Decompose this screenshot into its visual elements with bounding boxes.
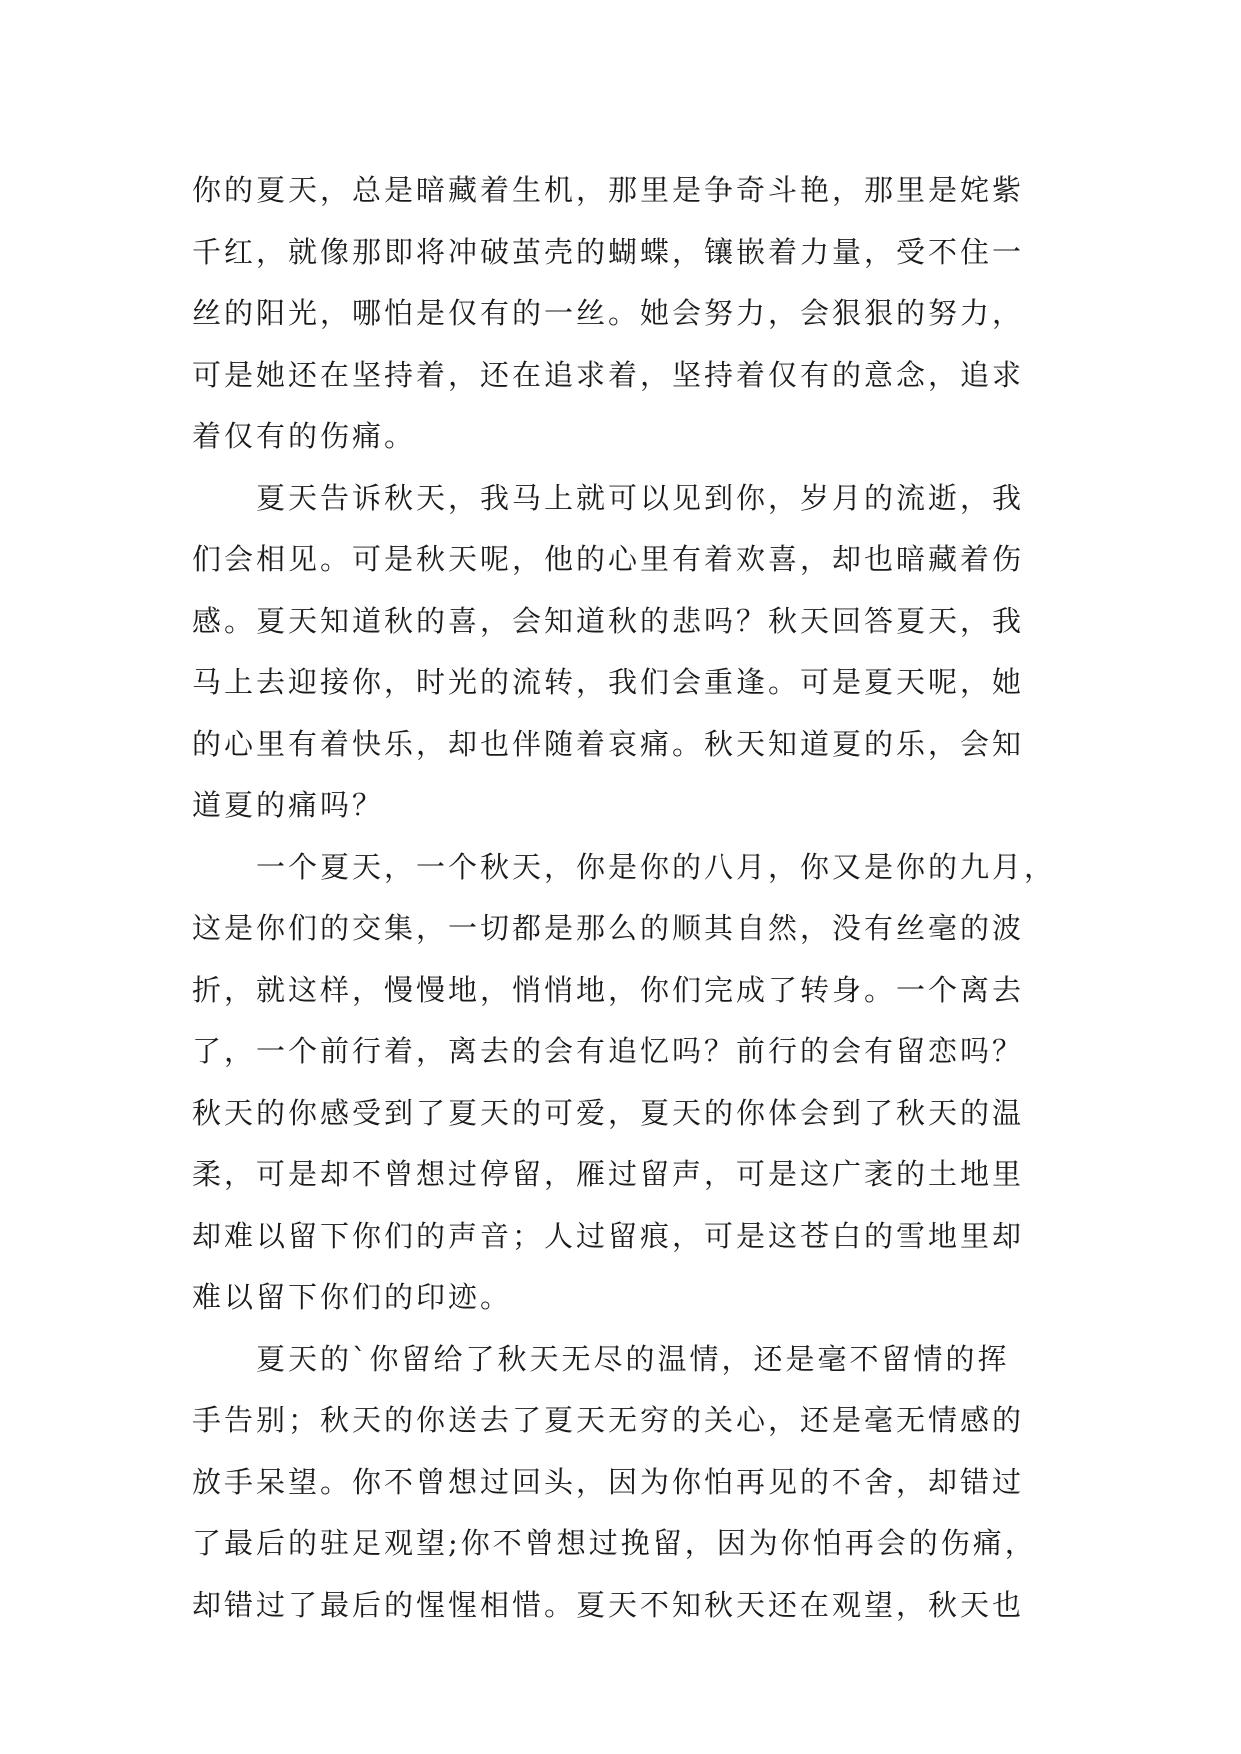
text-line: 道夏的痛吗？ [192,788,385,822]
text-line: 丝的阳光，哪怕是仅有的一丝。她会努力，会狠狠的努力， [192,296,1025,330]
text-line: 放手呆望。你不曾想过回头，因为你怕再见的不舍，却错过 [192,1464,1025,1499]
text-line: 了，一个前行着，离去的会有追忆吗？前行的会有留恋吗？ [192,1034,1025,1068]
paragraph-first-line: 一个夏天，一个秋天，你是你的八月，你又是你的九月， [256,849,1057,884]
text-line: 难以留下你们的印迹。 [192,1280,513,1314]
text-line: 千红，就像那即将冲破茧壳的蝴蝶，镶嵌着力量，受不住一 [192,234,1025,269]
text-line: 着仅有的伤痛。 [192,419,417,453]
text-line: 折，就这样，慢慢地，悄悄地，你们完成了转身。一个离去 [192,972,1025,1007]
text-line: 们会相见。可是秋天呢，他的心里有着欢喜，却也暗藏着伤 [192,542,1025,576]
body-text [192,160,1072,1636]
text-line: 柔，可是却不曾想过停留，雁过留声，可是这广袤的土地里 [192,1157,1025,1191]
paragraph-first-line: 夏天告诉秋天，我马上就可以见到你，岁月的流逝，我 [256,480,1025,515]
text-line: 马上去迎接你，时光的流转，我们会重逢。可是夏天呢，她 [192,665,1025,699]
text-line: 感。夏天知道秋的喜，会知道秋的悲吗？秋天回答夏天，我 [192,603,1025,638]
text-line: 的心里有着快乐，却也伴随着哀痛。秋天知道夏的乐，会知 [192,726,1025,761]
text-line: 却难以留下你们的声音；人过留痕，可是这苍白的雪地里却 [192,1218,1025,1253]
text-line: 秋天的你感受到了夏天的可爱，夏天的你体会到了秋天的温 [192,1095,1025,1130]
text-line: 这是你们的交集，一切都是那么的顺其自然，没有丝毫的波 [192,911,1025,945]
text-line: 可是她还在坚持着，还在追求着，坚持着仅有的意念，追求 [192,357,1025,392]
text-line: 手告别；秋天的你送去了夏天无穷的关心，还是毫无情感的 [192,1403,1025,1437]
text-line: 你的夏天，总是暗藏着生机，那里是争奇斗艳，那里是姹紫 [192,173,1025,207]
paragraph-first-line: 夏天的`你留给了秋天无尽的温情，还是毫不留情的挥 [256,1341,1010,1376]
text-line: 却错过了最后的惺惺相惜。夏天不知秋天还在观望，秋天也 [192,1587,1025,1622]
text-line: 了最后的驻足观望;你不曾想过挽留，因为你怕再会的伤痛， [192,1526,1037,1560]
